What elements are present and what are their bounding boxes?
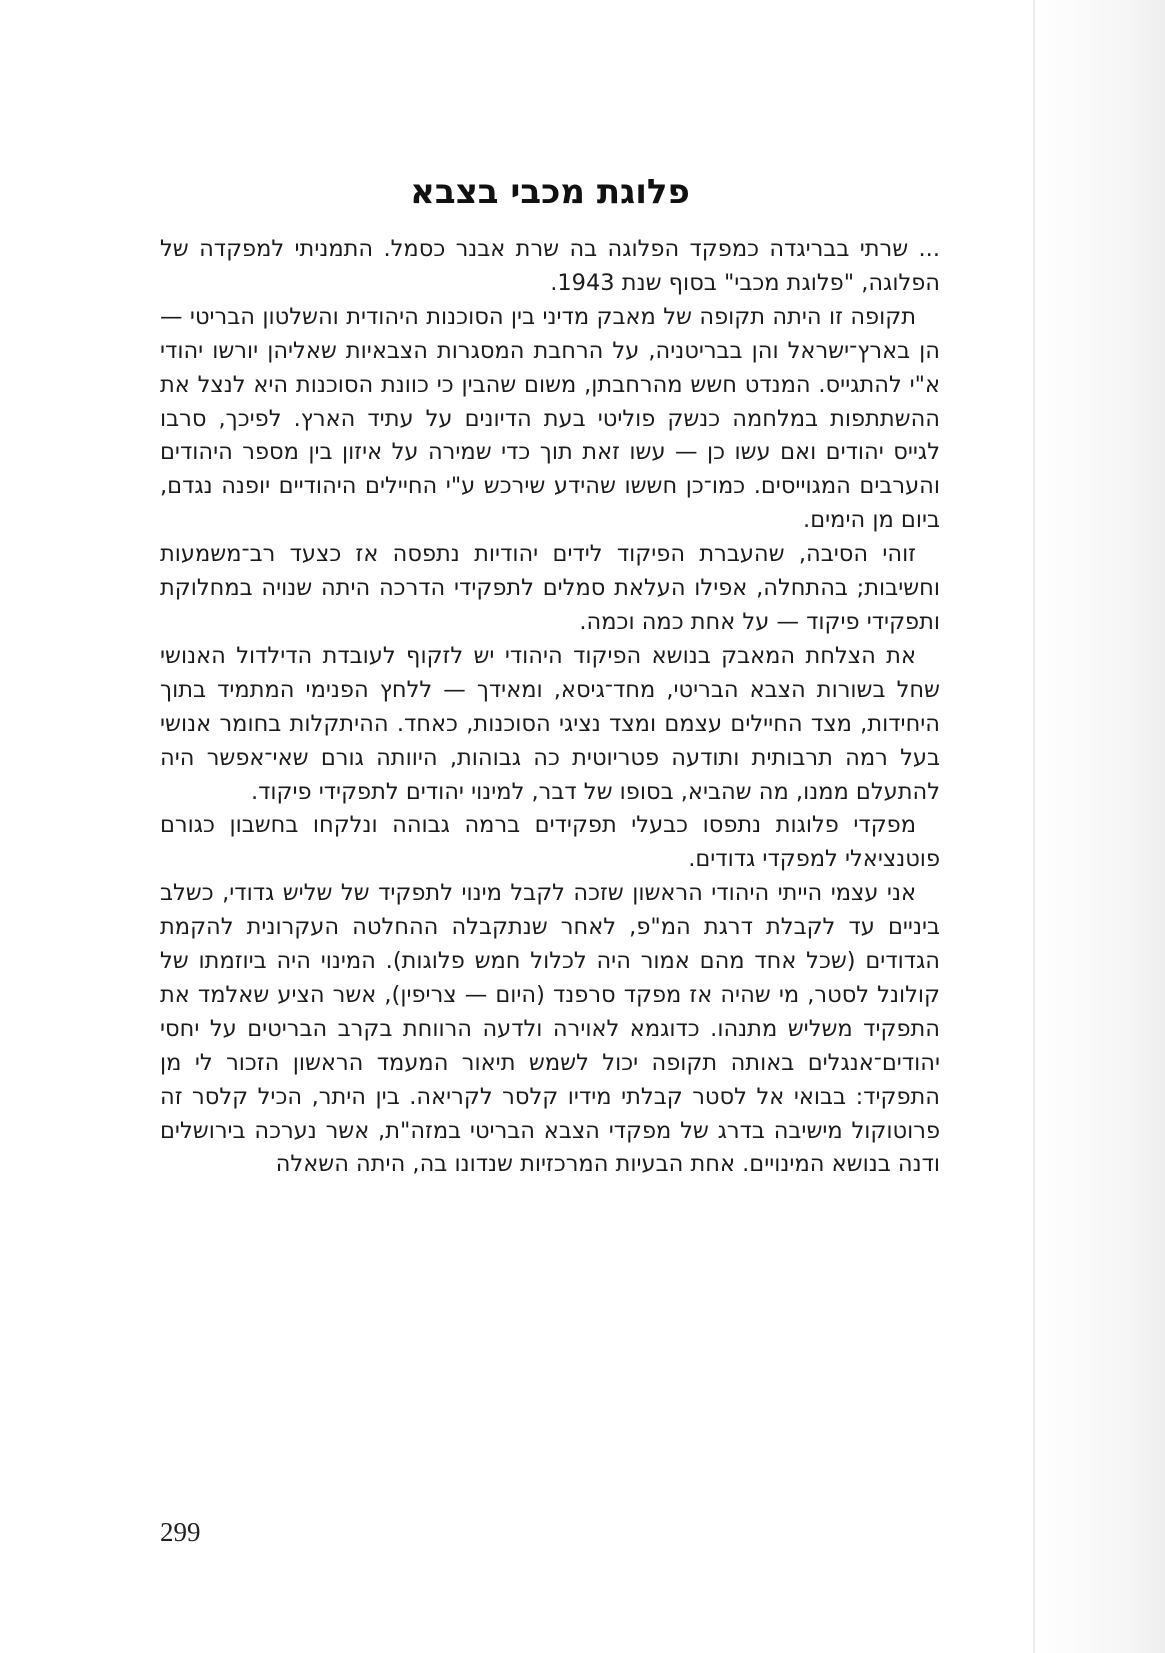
page-edge xyxy=(1033,0,1165,1653)
paragraph-1: ... שרתי בבריגדה כמפקד הפלוגה בה שרת אבנר כסמל. התמניתי למפקדה של הפלוגה, "פלוגת מכבי" בסוף שנת 1943. xyxy=(160,236,940,296)
body-text xyxy=(160,233,940,1182)
paragraph-3: זוהי הסיבה, שהעברת הפיקוד לידים יהודיות נתפסה אז כצעד רב־משמעות וחשיבות; בהתחלה, אפילו העלאת סמלים לתפקידי הדרכה היתה שנויה במחלוקת ותפקידי פיקוד — על אחת כמה וכמה. xyxy=(160,541,940,635)
page-number: 299 xyxy=(160,1517,201,1547)
paragraph-2: תקופה זו היתה תקופה של מאבק מדיני בין הסוכנות היהודית והשלטון הבריטי — הן בארץ־ישראל והן בבריטניה, על הרחבת המסגרות הצבאיות שאליהן יורשו יהודי א"י להתגייס. המנדט חשש מהרחבתן, משום שהבין כי כוונת הסוכנות היא לנצל את ההשתתפות במלחמה כנשק פוליטי בעת הדיונים על עתיד הארץ. לפיכך, סרבו לגייס יהודים ואם עשו כן — עשו זאת תוך כדי שמירה על איזון בין מספר היהודים והערבים המגוייסים. כמו־כן חששו שהידע שירכש ע"י החיילים היהודיים יופנה נגדם, ביום מן הימים. xyxy=(160,303,940,534)
page-title: פלוגת מכבי בצבא xyxy=(410,172,690,212)
paragraph-5: מפקדי פלוגות נתפסו כבעלי תפקידים ברמה גבוהה ונלקחו בחשבון כגורם פוטנציאלי למפקדי גדודים. xyxy=(160,812,940,873)
paragraph-4: את הצלחת המאבק בנושא הפיקוד היהודי יש לזקוף לעובדת הדילדול האנושי שחל בשורות הצבא הבריטי, מחד־גיסא, ומאידך — ללחץ הפנימי המתמיד בתוך היחידות, מצד החיילים עצמם ומצד נציגי הסוכנות, כאחד. ההיתקלות בחומר אנושי בעל רמה תרבותית ותודעה פטריוטית כה גבוהות, היוותה גורם שאי־אפשר היה להתעלם ממנו, מה שהביא, בסופו של דבר, למינוי יהודים לתפקידי פיקוד. xyxy=(160,642,940,805)
paragraph-6: אני עצמי הייתי היהודי הראשון שזכה לקבל מינוי לתפקיד של שליש גדודי, כשלב ביניים עד לקבלת דרגת המ"פ, לאחר שנתקבלה ההחלטה העקרונית להקמת הגדודים (שכל אחד מהם אמור היה לכלול חמש פלוגות). המינוי היה ביוזמתו של קולונל לסטר, מי שהיה אז מפקד סרפנד (היום — צריפין), אשר הציע שאלמד את התפקיד משליש מתנהו. כדוגמא לאוירה ולדעה הרווחת בקרב הבריטים על יחסי יהודים־אנגלים באותה תקופה יכול לשמש תיאור המעמד הראשון הזכור לי מן התפקיד: בבואי אל לסטר קבלתי מידיו קלסר לקריאה. בין היתר, הכיל קלסר זה פרוטוקול מישיבה בדרג של מפקדי הצבא הבריטי במזה"ת, אשר נערכה בירושלים ודנה בנושא המינויים. אחת הבעיות המרכזיות שנדונו בה, היתה השאלה xyxy=(160,880,940,1178)
